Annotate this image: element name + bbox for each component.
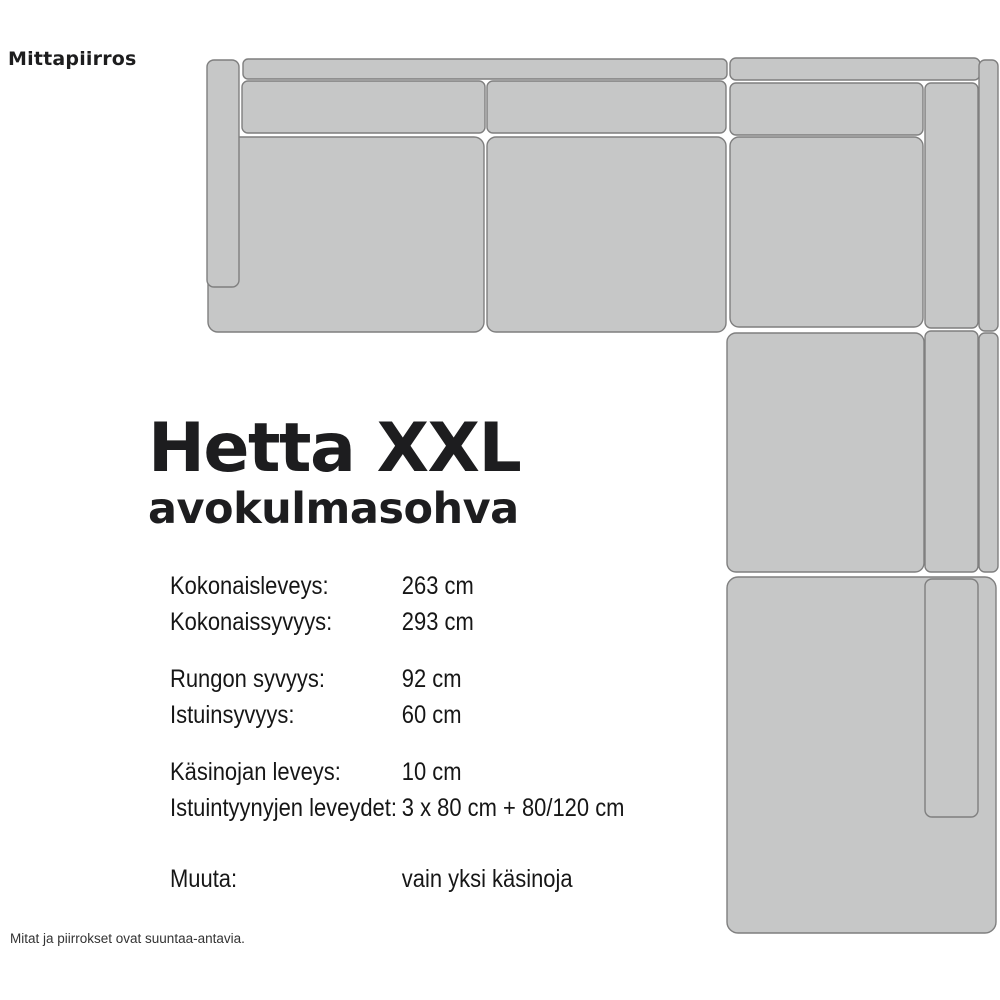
spec-row-seat-depth bbox=[170, 697, 624, 733]
sofa-piece-seat-cushion-1 bbox=[208, 137, 484, 332]
spec-value: 92 cm bbox=[401, 665, 462, 693]
spec-label: Rungon syvyys: bbox=[170, 665, 325, 693]
spec-value: vain yksi käsinoja bbox=[401, 865, 573, 893]
sofa-piece-right-frame-lower bbox=[979, 333, 998, 572]
product-title: Hetta XXL bbox=[148, 409, 521, 488]
spec-value: 293 cm bbox=[401, 608, 474, 636]
sofa-piece-seat-cushion-corner bbox=[730, 137, 923, 327]
spec-value: 263 cm bbox=[401, 572, 474, 600]
sofa-piece-right-frame-upper bbox=[979, 60, 998, 331]
title-block bbox=[148, 409, 521, 534]
spec-label: Kokonaissyvyys: bbox=[170, 608, 333, 636]
spec-value: 60 cm bbox=[401, 701, 462, 729]
spec-row-cushion-widths bbox=[170, 790, 624, 826]
sofa-piece-back-cushion-corner-v bbox=[925, 83, 978, 328]
spec-value: 3 x 80 cm + 80/120 cm bbox=[401, 794, 625, 822]
spec-list bbox=[170, 568, 624, 897]
sofa-piece-open-end-back-cushion bbox=[925, 579, 978, 817]
spec-group-overall bbox=[170, 568, 624, 640]
sofa-piece-top-frame-corner bbox=[730, 58, 980, 80]
spec-label: Käsinojan leveys: bbox=[170, 758, 341, 786]
spec-label: Kokonaisleveys: bbox=[170, 572, 329, 600]
spec-row-other bbox=[170, 861, 624, 897]
sofa-piece-back-cushion-1 bbox=[242, 81, 485, 133]
spec-label: Istuintyynyjen leveydet: bbox=[170, 794, 397, 822]
sofa-piece-top-frame-left bbox=[243, 59, 727, 79]
sofa-piece-seat-cushion-2 bbox=[487, 137, 726, 332]
spec-value: 10 cm bbox=[401, 758, 462, 786]
spec-group-other bbox=[170, 861, 624, 897]
spec-label: Muuta: bbox=[170, 865, 238, 893]
disclaimer-footnote: Mitat ja piirrokset ovat suuntaa-antavia. bbox=[10, 931, 245, 946]
spec-group-depths bbox=[170, 661, 624, 733]
sofa-piece-armrest bbox=[207, 60, 239, 287]
sofa-piece-seat-cushion-right bbox=[727, 333, 924, 572]
spec-row-total-width bbox=[170, 568, 624, 604]
product-subtitle: avokulmasohva bbox=[148, 484, 519, 534]
sofa-piece-back-cushion-right bbox=[925, 331, 978, 572]
spec-label: Istuinsyvyys: bbox=[170, 701, 295, 729]
sofa-piece-back-cushion-2 bbox=[487, 81, 726, 133]
spec-row-frame-depth bbox=[170, 661, 624, 697]
spec-row-total-depth bbox=[170, 604, 624, 640]
sofa-piece-back-cushion-corner-h bbox=[730, 83, 923, 135]
spec-group-widths bbox=[170, 754, 624, 826]
spec-row-armrest-width bbox=[170, 754, 624, 790]
document-type-label: Mittapiirros bbox=[8, 48, 137, 70]
